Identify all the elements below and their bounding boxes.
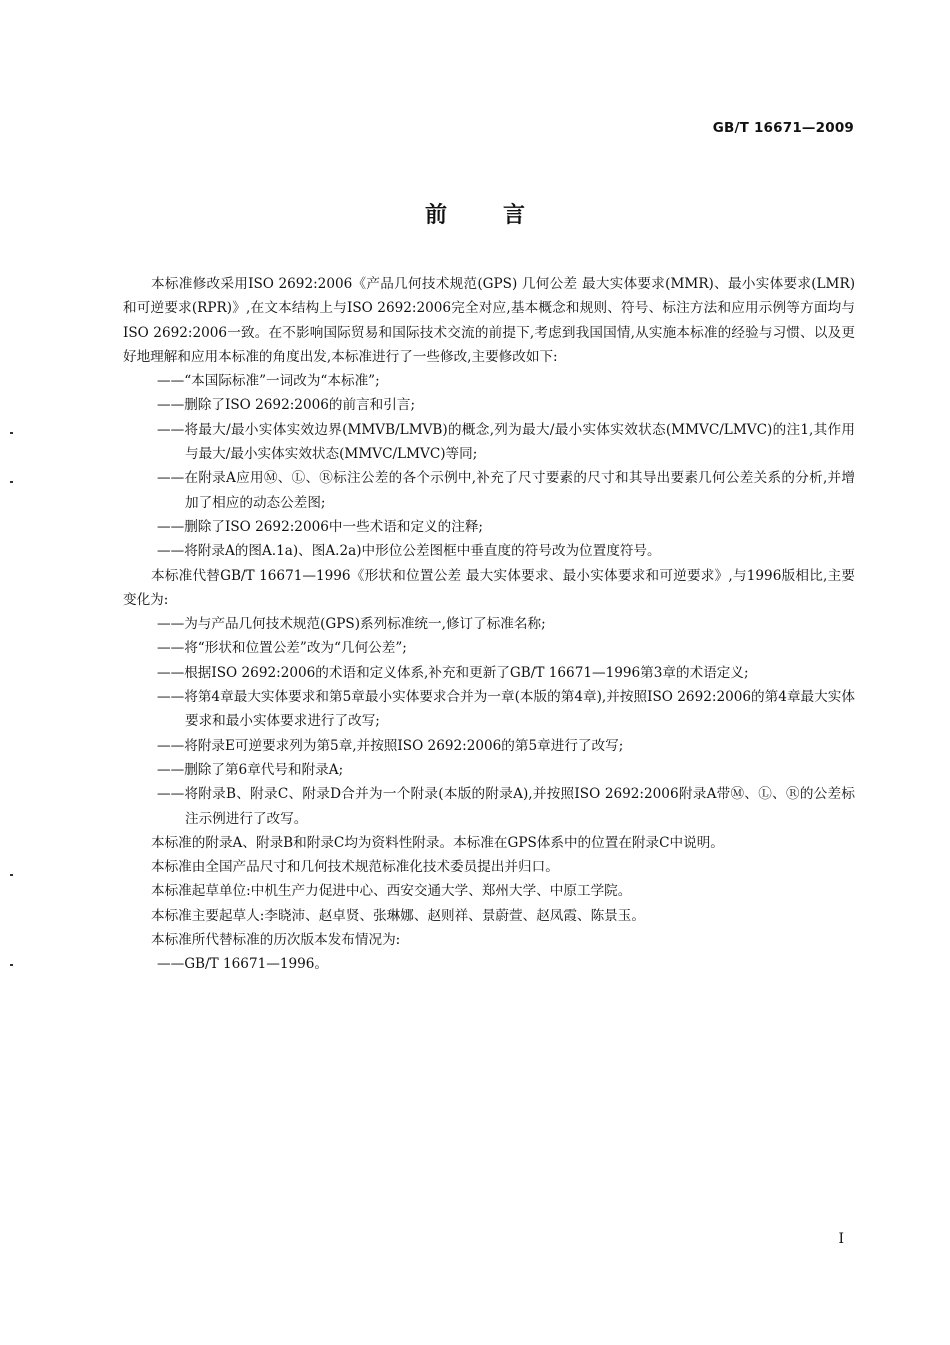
list-item: ——将第4章最大实体要求和第5章最小实体要求合并为一章(本版的第4章),并按照ISO 2692:2006的第4章最大实体要求和最小实体要求进行了改写; (157, 689, 855, 730)
scan-mark (10, 432, 13, 434)
scan-mark (10, 964, 13, 966)
list-item: ——“本国际标准”一词改为“本标准”; (157, 373, 380, 390)
list-item: ——GB/T 16671—1996。 (157, 956, 329, 973)
page-number: I (838, 1231, 844, 1247)
committee-paragraph: 本标准由全国产品尺寸和几何技术规范标准化技术委员提出并归口。 (151, 859, 559, 876)
foreword-body (123, 272, 855, 977)
scan-mark (10, 874, 13, 876)
standard-number: GB/T 16671—2009 (712, 120, 854, 136)
list-item: ——将附录E可逆要求列为第5章,并按照ISO 2692:2006的第5章进行了改写; (157, 737, 624, 754)
drafting-units-paragraph: 本标准起草单位:中机生产力促进中心、西安交通大学、郑州大学、中原工学院。 (151, 883, 632, 900)
intro-paragraph: 本标准修改采用ISO 2692:2006《产品几何技术规范(GPS) 几何公差 最大实体要求(MMR)、最小实体要求(LMR)和可逆要求(RPR)》,在文本结构上与ISO 2692:2006完全对应,基本概念和规则、符号、标注方法和应用示例等方面均与ISO 2692:2006一致。在不影响国际贸易和国际技术交流的前提下,考虑到我国国情,从实施本标准的经验与习惯、以及更好地理解和应用本标准的角度出发,本标准进行了一些修改,主要修改如下: (123, 276, 855, 365)
list-item: ——根据ISO 2692:2006的术语和定义体系,补充和更新了GB/T 16671—1996第3章的术语定义; (157, 664, 749, 681)
scan-mark (10, 481, 13, 483)
list-item: ——在附录A应用Ⓜ、Ⓛ、Ⓡ标注公差的各个示例中,补充了尺寸要素的尺寸和其导出要素几何公差关系的分析,并增加了相应的动态公差图; (157, 470, 855, 511)
list-item: ——将最大/最小实体实效边界(MMVB/LMVB)的概念,列为最大/最小实体实效状态(MMVC/LMVC)的注1,其作用与最大/最小实体实效状态(MMVC/LMVC)等同; (157, 421, 855, 463)
list-item: ——删除了第6章代号和附录A; (157, 761, 344, 778)
page-title: 前言 (424, 203, 581, 228)
drafters-paragraph: 本标准主要起草人:李晓沛、赵卓贤、张琳娜、赵则祥、景蔚萱、赵凤霞、陈景玉。 (151, 907, 645, 924)
list-item: ——将附录A的图A.1a)、图A.2a)中形位公差图框中垂直度的符号改为位置度符号。 (157, 543, 661, 560)
annex-paragraph: 本标准的附录A、附录B和附录C均为资料性附录。本标准在GPS体系中的位置在附录C中说明。 (151, 834, 724, 851)
history-paragraph: 本标准所代替标准的历次版本发布情况为: (151, 932, 401, 949)
replacement-paragraph: 本标准代替GB/T 16671—1996《形状和位置公差 最大实体要求、最小实体要求和可逆要求》,与1996版相比,主要变化为: (123, 567, 855, 608)
list-item: ——为与产品几何技术规范(GPS)系列标准统一,修订了标准名称; (157, 616, 546, 633)
list-item: ——将“形状和位置公差”改为“几何公差”; (157, 640, 407, 657)
list-item: ——将附录B、附录C、附录D合并为一个附录(本版的附录A),并按照ISO 2692:2006附录A带Ⓜ、Ⓛ、Ⓡ的公差标注示例进行了改写。 (157, 786, 855, 827)
list-item: ——删除了ISO 2692:2006的前言和引言; (157, 397, 416, 414)
list-item: ——删除了ISO 2692:2006中一些术语和定义的注释; (157, 518, 483, 535)
